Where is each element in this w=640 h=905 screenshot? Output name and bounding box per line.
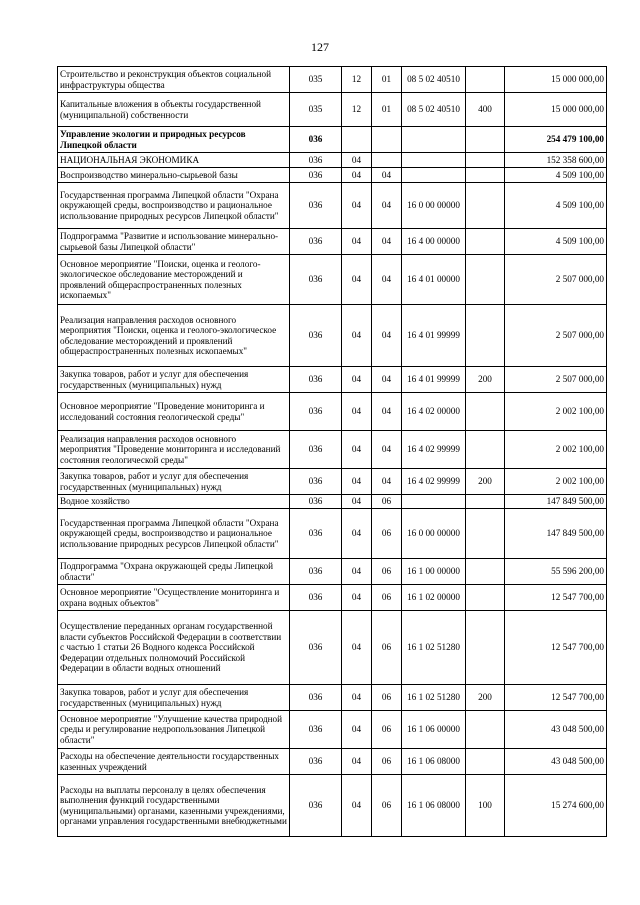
- table-row: [58, 509, 607, 559]
- section-cell: 04: [342, 431, 372, 469]
- expense-name-cell: Основное мероприятие "Поиски, оценка и геолого-экологическое обследование месторождений и проявлений общераспространенных полезных ископаемых": [58, 255, 290, 305]
- subsection-cell: 06: [372, 611, 402, 685]
- expense-type-cell: [466, 585, 505, 611]
- amount-cell: 2 002 100,00: [505, 469, 607, 495]
- ministry-code-cell: 036: [290, 305, 342, 367]
- section-cell: 04: [342, 685, 372, 711]
- ministry-code-cell: 036: [290, 775, 342, 837]
- table-row: [58, 153, 607, 168]
- ministry-code-cell: 035: [290, 93, 342, 127]
- amount-cell: 12 547 700,00: [505, 585, 607, 611]
- ministry-code-cell: 036: [290, 183, 342, 229]
- target-item-cell: [402, 127, 466, 153]
- ministry-code-cell: 036: [290, 153, 342, 168]
- target-item-cell: 16 4 01 00000: [402, 255, 466, 305]
- subsection-cell: 04: [372, 255, 402, 305]
- budget-table: [57, 66, 607, 837]
- target-item-cell: 16 4 02 99999: [402, 431, 466, 469]
- table-row: [58, 255, 607, 305]
- target-item-cell: 16 1 06 08000: [402, 749, 466, 775]
- expense-type-cell: [466, 183, 505, 229]
- table-row: [58, 469, 607, 495]
- expense-name-cell: Строительство и реконструкция объектов социальной инфраструктуры общества: [58, 67, 290, 93]
- expense-type-cell: [466, 711, 505, 749]
- section-cell: 04: [342, 495, 372, 509]
- subsection-cell: 01: [372, 67, 402, 93]
- section-cell: 04: [342, 749, 372, 775]
- expense-name-cell: Расходы на выплаты персоналу в целях обеспечения выполнения функций государственными (муниципальными) органами, казенными учреждениями, органами управления государственными внебюджетными: [58, 775, 290, 837]
- ministry-code-cell: 036: [290, 393, 342, 431]
- table-row: [58, 775, 607, 837]
- expense-type-cell: [466, 127, 505, 153]
- subsection-cell: 04: [372, 367, 402, 393]
- section-cell: 04: [342, 393, 372, 431]
- amount-cell: 43 048 500,00: [505, 749, 607, 775]
- section-cell: 04: [342, 775, 372, 837]
- table-row: [58, 611, 607, 685]
- budget-table-body: [58, 67, 607, 837]
- amount-cell: 43 048 500,00: [505, 711, 607, 749]
- subsection-cell: 06: [372, 559, 402, 585]
- amount-cell: 15 000 000,00: [505, 67, 607, 93]
- expense-name-cell: Капитальные вложения в объекты государственной (муниципальной) собственности: [58, 93, 290, 127]
- target-item-cell: 16 4 01 99999: [402, 305, 466, 367]
- expense-name-cell: Водное хозяйство: [58, 495, 290, 509]
- ministry-code-cell: 036: [290, 749, 342, 775]
- table-row: [58, 393, 607, 431]
- amount-cell: 4 509 100,00: [505, 168, 607, 183]
- amount-cell: 4 509 100,00: [505, 229, 607, 255]
- table-row: [58, 749, 607, 775]
- target-item-cell: 16 4 01 99999: [402, 367, 466, 393]
- section-cell: 04: [342, 229, 372, 255]
- ministry-code-cell: 035: [290, 67, 342, 93]
- target-item-cell: 08 5 02 40510: [402, 67, 466, 93]
- expense-name-cell: Закупка товаров, работ и услуг для обеспечения государственных (муниципальных) нужд: [58, 367, 290, 393]
- table-row: [58, 685, 607, 711]
- expense-name-cell: Закупка товаров, работ и услуг для обеспечения государственных (муниципальных) нужд: [58, 685, 290, 711]
- table-row: [58, 67, 607, 93]
- ministry-code-cell: 036: [290, 168, 342, 183]
- expense-type-cell: 100: [466, 775, 505, 837]
- expense-name-cell: Государственная программа Липецкой области "Охрана окружающей среды, воспроизводство и рациональное использование природных ресурсов Липецкой области": [58, 509, 290, 559]
- target-item-cell: 16 4 00 00000: [402, 229, 466, 255]
- subsection-cell: 06: [372, 585, 402, 611]
- expense-type-cell: [466, 611, 505, 685]
- target-item-cell: 16 1 06 00000: [402, 711, 466, 749]
- ministry-code-cell: 036: [290, 469, 342, 495]
- target-item-cell: 16 4 02 99999: [402, 469, 466, 495]
- target-item-cell: 08 5 02 40510: [402, 93, 466, 127]
- expense-type-cell: [466, 559, 505, 585]
- target-item-cell: [402, 495, 466, 509]
- amount-cell: 15 274 600,00: [505, 775, 607, 837]
- section-cell: 04: [342, 559, 372, 585]
- expense-type-cell: 400: [466, 93, 505, 127]
- table-row: [58, 127, 607, 153]
- amount-cell: 12 547 700,00: [505, 685, 607, 711]
- table-row: [58, 93, 607, 127]
- subsection-cell: 04: [372, 469, 402, 495]
- table-row: [58, 367, 607, 393]
- ministry-code-cell: 036: [290, 255, 342, 305]
- expense-name-cell: Основное мероприятие "Осуществление мониторинга и охрана водных объектов": [58, 585, 290, 611]
- page-number: 127: [311, 40, 329, 54]
- expense-name-cell: Расходы на обеспечение деятельности государственных казенных учреждений: [58, 749, 290, 775]
- ministry-code-cell: 036: [290, 127, 342, 153]
- expense-name-cell: Подпрограмма "Охрана окружающей среды Липецкой области": [58, 559, 290, 585]
- target-item-cell: 16 0 00 00000: [402, 509, 466, 559]
- expense-name-cell: Воспроизводство минерально-сырьевой базы: [58, 168, 290, 183]
- expense-type-cell: [466, 168, 505, 183]
- section-cell: 04: [342, 585, 372, 611]
- expense-name-cell: НАЦИОНАЛЬНАЯ ЭКОНОМИКА: [58, 153, 290, 168]
- table-row: [58, 183, 607, 229]
- expense-type-cell: 200: [466, 367, 505, 393]
- expense-type-cell: [466, 305, 505, 367]
- subsection-cell: 06: [372, 775, 402, 837]
- section-cell: 04: [342, 153, 372, 168]
- amount-cell: 147 849 500,00: [505, 495, 607, 509]
- table-row: [58, 495, 607, 509]
- subsection-cell: [372, 153, 402, 168]
- target-item-cell: 16 0 00 00000: [402, 183, 466, 229]
- expense-type-cell: [466, 509, 505, 559]
- ministry-code-cell: 036: [290, 431, 342, 469]
- expense-name-cell: Осуществление переданных органам государственной власти субъектов Российской Федерации в соответствии с частью 1 статьи 26 Водного кодекса Российской Федерации отдельных полномочий Российской Федерации в области водных отношений: [58, 611, 290, 685]
- expense-type-cell: [466, 229, 505, 255]
- amount-cell: 2 002 100,00: [505, 393, 607, 431]
- table-row: [58, 559, 607, 585]
- expense-type-cell: [466, 431, 505, 469]
- section-cell: 12: [342, 93, 372, 127]
- expense-name-cell: Основное мероприятие "Проведение мониторинга и исследований состояния геологической среды": [58, 393, 290, 431]
- expense-type-cell: [466, 495, 505, 509]
- table-row: [58, 229, 607, 255]
- amount-cell: 2 002 100,00: [505, 431, 607, 469]
- expense-name-cell: Закупка товаров, работ и услуг для обеспечения государственных (муниципальных) нужд: [58, 469, 290, 495]
- table-row: [58, 168, 607, 183]
- amount-cell: 12 547 700,00: [505, 611, 607, 685]
- expense-type-cell: [466, 153, 505, 168]
- subsection-cell: 06: [372, 749, 402, 775]
- table-row: [58, 585, 607, 611]
- subsection-cell: [372, 127, 402, 153]
- amount-cell: 2 507 000,00: [505, 305, 607, 367]
- subsection-cell: 06: [372, 711, 402, 749]
- subsection-cell: 04: [372, 168, 402, 183]
- amount-cell: 15 000 000,00: [505, 93, 607, 127]
- expense-name-cell: Государственная программа Липецкой области "Охрана окружающей среды, воспроизводство и рациональное использование природных ресурсов Липецкой области": [58, 183, 290, 229]
- amount-cell: 254 479 100,00: [505, 127, 607, 153]
- expense-name-cell: Реализация направления расходов основного мероприятия "Поиски, оценка и геолого-экологическое обследование месторождений и проявлений общераспространенных полезных ископаемых": [58, 305, 290, 367]
- amount-cell: 2 507 000,00: [505, 367, 607, 393]
- subsection-cell: 06: [372, 509, 402, 559]
- section-cell: 04: [342, 168, 372, 183]
- section-cell: 04: [342, 611, 372, 685]
- ministry-code-cell: 036: [290, 559, 342, 585]
- ministry-code-cell: 036: [290, 229, 342, 255]
- subsection-cell: 04: [372, 183, 402, 229]
- expense-type-cell: [466, 67, 505, 93]
- section-cell: 04: [342, 509, 372, 559]
- table-row: [58, 431, 607, 469]
- expense-name-cell: Реализация направления расходов основного мероприятия "Проведение мониторинга и исследований состояния геологической среды": [58, 431, 290, 469]
- section-cell: [342, 127, 372, 153]
- target-item-cell: [402, 153, 466, 168]
- expense-type-cell: [466, 255, 505, 305]
- ministry-code-cell: 036: [290, 495, 342, 509]
- section-cell: 04: [342, 711, 372, 749]
- expense-name-cell: Основное мероприятие "Улучшение качества природной среды и регулирование недропользования Липецкой области": [58, 711, 290, 749]
- section-cell: 04: [342, 183, 372, 229]
- ministry-code-cell: 036: [290, 585, 342, 611]
- target-item-cell: 16 4 02 00000: [402, 393, 466, 431]
- expense-type-cell: 200: [466, 685, 505, 711]
- target-item-cell: 16 1 00 00000: [402, 559, 466, 585]
- table-row: [58, 305, 607, 367]
- section-cell: 12: [342, 67, 372, 93]
- amount-cell: 55 596 200,00: [505, 559, 607, 585]
- target-item-cell: 16 1 02 51280: [402, 685, 466, 711]
- amount-cell: 147 849 500,00: [505, 509, 607, 559]
- target-item-cell: 16 1 02 51280: [402, 611, 466, 685]
- target-item-cell: 16 1 02 00000: [402, 585, 466, 611]
- subsection-cell: 04: [372, 229, 402, 255]
- ministry-code-cell: 036: [290, 509, 342, 559]
- section-cell: 04: [342, 367, 372, 393]
- target-item-cell: 16 1 06 08000: [402, 775, 466, 837]
- subsection-cell: 04: [372, 305, 402, 367]
- amount-cell: 2 507 000,00: [505, 255, 607, 305]
- section-cell: 04: [342, 255, 372, 305]
- subsection-cell: 06: [372, 495, 402, 509]
- expense-type-cell: 200: [466, 469, 505, 495]
- amount-cell: 152 358 600,00: [505, 153, 607, 168]
- subsection-cell: 06: [372, 685, 402, 711]
- table-row: [58, 711, 607, 749]
- section-cell: 04: [342, 305, 372, 367]
- target-item-cell: [402, 168, 466, 183]
- subsection-cell: 04: [372, 431, 402, 469]
- subsection-cell: 01: [372, 93, 402, 127]
- expense-name-cell: Подпрограмма "Развитие и использование минерально-сырьевой базы Липецкой области": [58, 229, 290, 255]
- section-cell: 04: [342, 469, 372, 495]
- expense-name-cell: Управление экологии и природных ресурсов Липецкой области: [58, 127, 290, 153]
- subsection-cell: 04: [372, 393, 402, 431]
- expense-type-cell: [466, 749, 505, 775]
- ministry-code-cell: 036: [290, 367, 342, 393]
- ministry-code-cell: 036: [290, 685, 342, 711]
- ministry-code-cell: 036: [290, 611, 342, 685]
- expense-type-cell: [466, 393, 505, 431]
- ministry-code-cell: 036: [290, 711, 342, 749]
- amount-cell: 4 509 100,00: [505, 183, 607, 229]
